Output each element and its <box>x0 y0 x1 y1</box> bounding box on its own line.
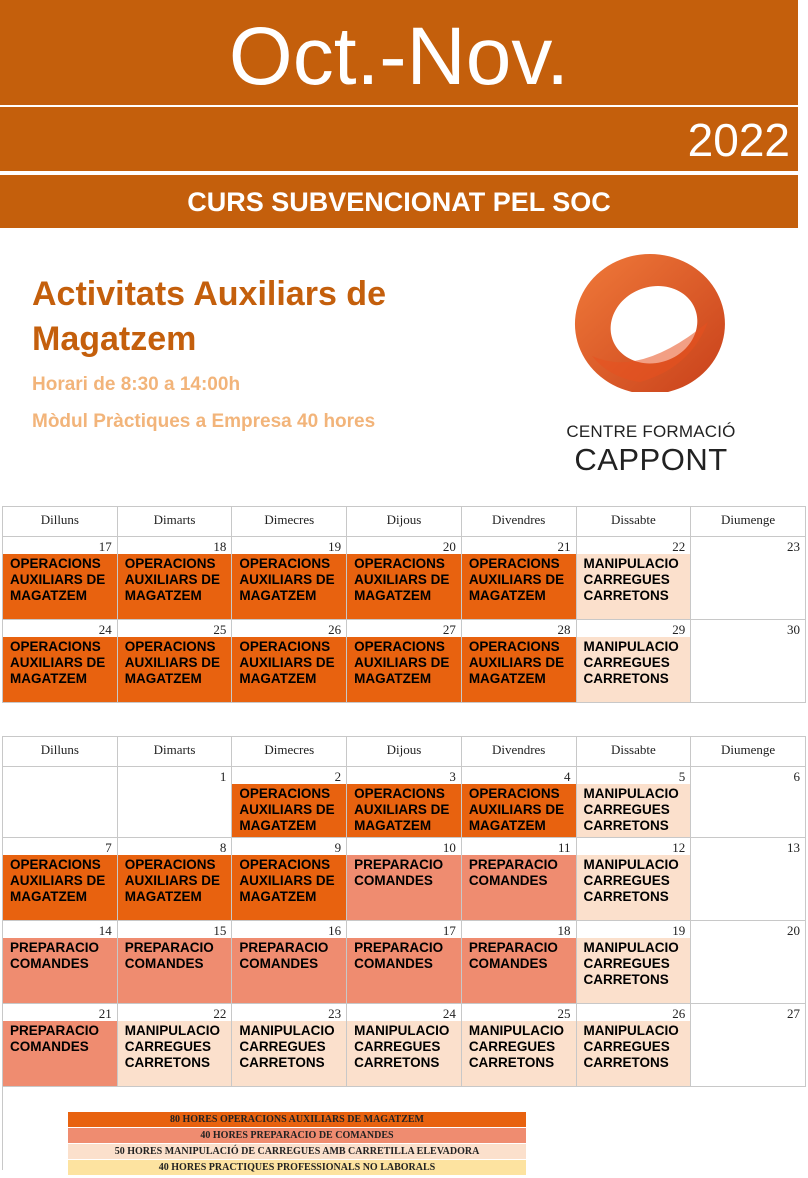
calendar-day-cell <box>232 537 347 620</box>
calendar-week-row <box>3 537 806 620</box>
activity-label: MANIPULACIO CARREGUES CARRETONS <box>583 857 679 904</box>
activity-label: MANIPULACIO CARREGUES CARRETONS <box>583 786 679 833</box>
cappont-logo-icon <box>570 252 730 392</box>
activity-label: PREPARACIO COMANDES <box>239 940 329 971</box>
day-number: 15 <box>118 921 232 938</box>
activity-label: OPERACIONS AUXILIARS DE MAGATZEM <box>354 556 450 603</box>
calendar-day-cell <box>691 1004 806 1087</box>
brand-line-1: CENTRE FORMACIÓ <box>566 422 736 441</box>
calendar-day-cell <box>3 537 118 620</box>
day-number: 22 <box>577 537 691 554</box>
calendar-day-cell <box>347 537 462 620</box>
day-number: 25 <box>118 620 232 637</box>
calendar-day-cell <box>3 620 118 703</box>
calendar-week-row <box>3 921 806 1004</box>
weekday-header: Diumenge <box>691 507 806 537</box>
activity-label: OPERACIONS AUXILIARS DE MAGATZEM <box>124 857 220 904</box>
legend-item: 40 HORES PREPARACIO DE COMANDES <box>68 1128 526 1143</box>
calendar-day-cell <box>347 620 462 703</box>
year-label: 2022 <box>687 114 790 166</box>
weekday-header: Divendres <box>461 507 576 537</box>
calendar-day-cell <box>3 1004 118 1087</box>
day-number <box>3 767 117 784</box>
activity-label: MANIPULACIO CARREGUES CARRETONS <box>239 1023 335 1070</box>
activity-label: MANIPULACIO CARREGUES CARRETONS <box>583 1023 679 1070</box>
day-number: 20 <box>347 537 461 554</box>
day-number: 19 <box>577 921 691 938</box>
weekday-header: Dimarts <box>117 507 232 537</box>
day-number: 24 <box>347 1004 461 1021</box>
weekday-header: Dimecres <box>232 737 347 767</box>
weekday-header: Dissabte <box>576 507 691 537</box>
day-number: 22 <box>118 1004 232 1021</box>
day-number: 2 <box>232 767 346 784</box>
day-number: 17 <box>347 921 461 938</box>
calendar-day-cell <box>232 1004 347 1087</box>
activity-label: OPERACIONS AUXILIARS DE MAGATZEM <box>239 556 335 603</box>
calendar-day-cell <box>3 767 118 838</box>
activity-label: OPERACIONS AUXILIARS DE MAGATZEM <box>124 556 220 603</box>
activity-label: PREPARACIO COMANDES <box>10 940 100 971</box>
weekday-header: Dimecres <box>232 507 347 537</box>
activity-label: PREPARACIO COMANDES <box>354 857 444 888</box>
day-number: 30 <box>691 620 805 637</box>
calendar-day-cell <box>347 1004 462 1087</box>
day-number: 25 <box>462 1004 576 1021</box>
day-number: 27 <box>691 1004 805 1021</box>
calendar-day-cell <box>232 767 347 838</box>
header-year-band <box>0 107 798 171</box>
day-number: 28 <box>462 620 576 637</box>
calendar-day-cell <box>576 620 691 703</box>
weekday-header: Dilluns <box>3 737 118 767</box>
activity-label: MANIPULACIO CARREGUES CARRETONS <box>354 1023 450 1070</box>
calendar-week-row <box>3 1004 806 1087</box>
calendar-day-cell <box>576 537 691 620</box>
calendar-day-cell <box>347 838 462 921</box>
calendar-day-cell <box>3 921 118 1004</box>
header-title-band <box>0 0 798 105</box>
weekday-header: Dijous <box>347 737 462 767</box>
activity-label: OPERACIONS AUXILIARS DE MAGATZEM <box>468 786 565 833</box>
activity-label: OPERACIONS AUXILIARS DE MAGATZEM <box>354 786 450 833</box>
activity-label: OPERACIONS AUXILIARS DE MAGATZEM <box>239 786 335 833</box>
activity-label: PREPARACIO COMANDES <box>10 1023 100 1054</box>
calendar-day-cell <box>576 838 691 921</box>
activity-label: MANIPULACIO CARREGUES CARRETONS <box>583 940 679 987</box>
calendar-week-row <box>3 620 806 703</box>
calendar-day-cell <box>461 767 576 838</box>
activity-label: MANIPULACIO CARREGUES CARRETONS <box>583 556 679 603</box>
day-number: 1 <box>118 767 232 784</box>
subsidy-band <box>0 175 798 228</box>
day-number: 26 <box>577 1004 691 1021</box>
weekday-header: Dilluns <box>3 507 118 537</box>
day-number: 7 <box>3 838 117 855</box>
weekday-header: Dimarts <box>117 737 232 767</box>
calendar-day-cell <box>461 620 576 703</box>
page-title: Oct.-Nov. <box>228 11 570 102</box>
legend-item: 40 HORES PRACTIQUES PROFESSIONALS NO LABORALS <box>68 1160 526 1175</box>
day-number: 10 <box>347 838 461 855</box>
calendar-day-cell <box>3 838 118 921</box>
activity-label: OPERACIONS AUXILIARS DE MAGATZEM <box>10 556 106 603</box>
calendar-day-cell <box>232 921 347 1004</box>
module-text: Mòdul Pràctiques a Empresa 40 hores <box>32 411 376 432</box>
day-number: 17 <box>3 537 117 554</box>
calendar-november <box>2 736 806 1087</box>
activity-label: PREPARACIO COMANDES <box>468 857 558 888</box>
calendar-day-cell <box>691 921 806 1004</box>
day-number: 8 <box>118 838 232 855</box>
activity-label: OPERACIONS AUXILIARS DE MAGATZEM <box>468 639 565 686</box>
activity-label: MANIPULACIO CARREGUES CARRETONS <box>468 1023 565 1070</box>
day-number: 24 <box>3 620 117 637</box>
day-number: 21 <box>462 537 576 554</box>
activity-label: PREPARACIO COMANDES <box>468 940 558 971</box>
activity-label: MANIPULACIO CARREGUES CARRETONS <box>124 1023 220 1070</box>
activity-label: OPERACIONS AUXILIARS DE MAGATZEM <box>239 639 335 686</box>
calendar-day-cell <box>347 767 462 838</box>
day-number: 11 <box>462 838 576 855</box>
calendar-day-cell <box>461 1004 576 1087</box>
calendar-day-cell <box>117 620 232 703</box>
weekday-header: Divendres <box>461 737 576 767</box>
calendar-day-cell <box>576 767 691 838</box>
brand-line-2: CAPPONT <box>574 442 728 477</box>
calendar-day-cell <box>691 620 806 703</box>
day-number: 16 <box>232 921 346 938</box>
legend-item: 50 HORES MANIPULACIÓ DE CARREGUES AMB CARRETILLA ELEVADORA <box>68 1144 526 1159</box>
calendar-day-cell <box>691 767 806 838</box>
day-number: 4 <box>462 767 576 784</box>
activity-label: PREPARACIO COMANDES <box>354 940 444 971</box>
day-number: 9 <box>232 838 346 855</box>
day-number: 14 <box>3 921 117 938</box>
schedule-text: Horari de 8:30 a 14:00h <box>32 374 241 395</box>
activity-label: OPERACIONS AUXILIARS DE MAGATZEM <box>10 857 106 904</box>
subsidy-label: CURS SUBVENCIONAT PEL SOC <box>187 187 611 217</box>
weekday-header: Dissabte <box>576 737 691 767</box>
calendar-day-cell <box>117 838 232 921</box>
calendar-day-cell <box>347 921 462 1004</box>
day-number: 26 <box>232 620 346 637</box>
divider <box>2 1080 3 1170</box>
weekday-header: Dijous <box>347 507 462 537</box>
calendar-day-cell <box>117 537 232 620</box>
activity-label: OPERACIONS AUXILIARS DE MAGATZEM <box>354 639 450 686</box>
day-number: 27 <box>347 620 461 637</box>
day-number: 18 <box>462 921 576 938</box>
calendar-week-row <box>3 767 806 838</box>
day-number: 12 <box>577 838 691 855</box>
calendar-day-cell <box>576 1004 691 1087</box>
calendar-day-cell <box>117 1004 232 1087</box>
calendar-day-cell <box>691 838 806 921</box>
calendar-day-cell <box>117 767 232 838</box>
activity-label: OPERACIONS AUXILIARS DE MAGATZEM <box>124 639 220 686</box>
day-number: 21 <box>3 1004 117 1021</box>
activity-label: OPERACIONS AUXILIARS DE MAGATZEM <box>239 857 335 904</box>
weekday-header: Diumenge <box>691 737 806 767</box>
day-number: 20 <box>691 921 805 938</box>
day-number: 13 <box>691 838 805 855</box>
day-number: 3 <box>347 767 461 784</box>
calendar-day-cell <box>691 537 806 620</box>
calendar-day-cell <box>461 537 576 620</box>
calendar-week-row <box>3 838 806 921</box>
calendar-day-cell <box>232 838 347 921</box>
activity-label: OPERACIONS AUXILIARS DE MAGATZEM <box>10 639 106 686</box>
calendar-day-cell <box>461 921 576 1004</box>
day-number: 18 <box>118 537 232 554</box>
activity-label: OPERACIONS AUXILIARS DE MAGATZEM <box>468 556 565 603</box>
course-title: Activitats Auxiliars de Magatzem <box>32 275 386 358</box>
day-number: 23 <box>232 1004 346 1021</box>
calendar-day-cell <box>461 838 576 921</box>
day-number: 5 <box>577 767 691 784</box>
day-number: 23 <box>691 537 805 554</box>
calendar-day-cell <box>576 921 691 1004</box>
day-number: 6 <box>691 767 805 784</box>
calendar-october <box>2 506 806 703</box>
calendar-day-cell <box>117 921 232 1004</box>
activity-label: MANIPULACIO CARREGUES CARRETONS <box>583 639 679 686</box>
day-number: 19 <box>232 537 346 554</box>
activity-label: PREPARACIO COMANDES <box>124 940 214 971</box>
calendar-day-cell <box>232 620 347 703</box>
day-number: 29 <box>577 620 691 637</box>
legend-item: 80 HORES OPERACIONS AUXILIARS DE MAGATZEM <box>68 1112 526 1127</box>
